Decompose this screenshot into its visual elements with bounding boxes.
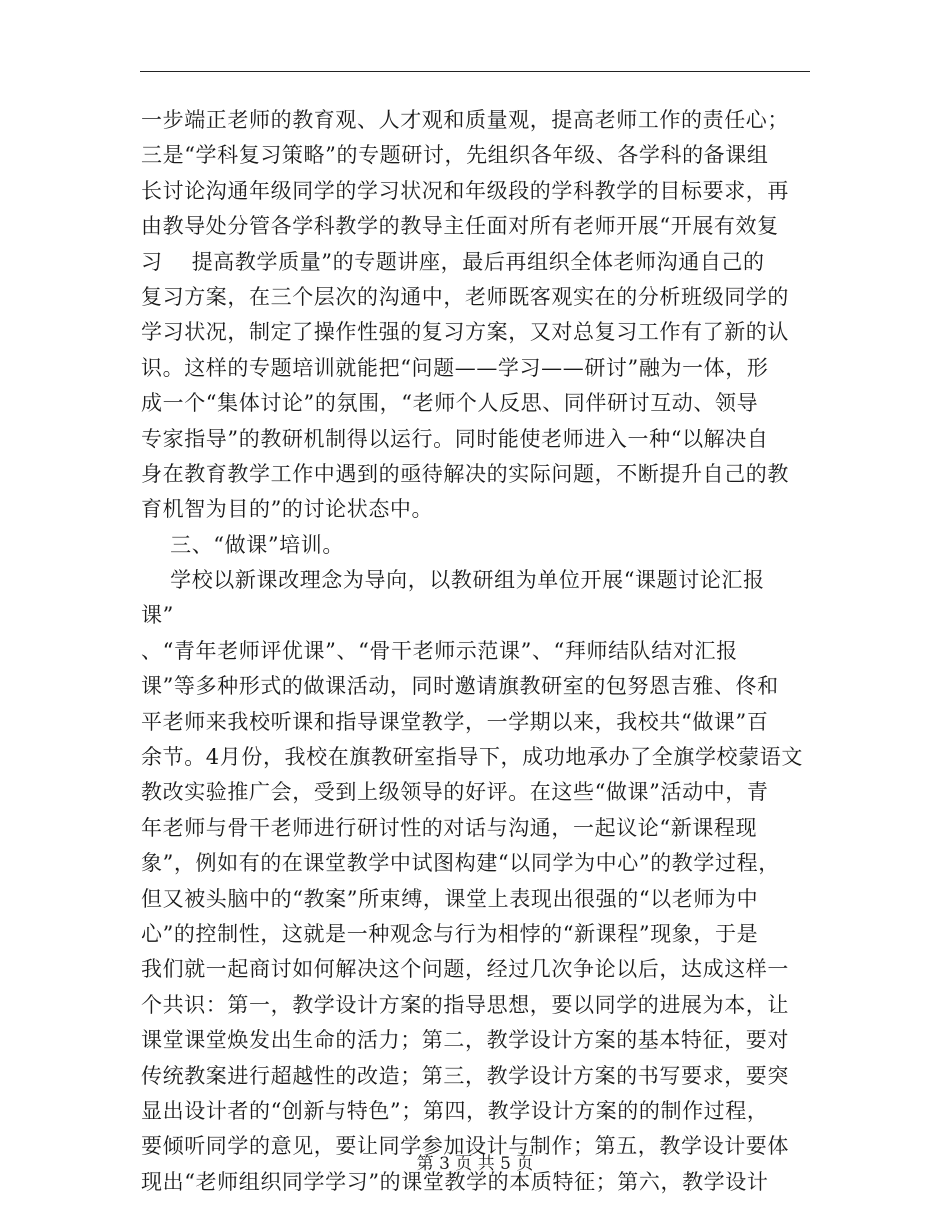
text-line: 传统教案进行超越性的改造；第三，教学设计方案的书写要求，要突 [141,1063,789,1088]
text-line: 教改实验推广会，受到上级领导的好评。在这些“做课”活动中，青 [141,780,769,805]
text-line: 三是“学科复习策略”的专题研讨，先组织各年级、各学科的备课组 [141,143,769,168]
text-line: 识。这样的专题培训就能把“问题——学习——研讨”融为一体，形 [141,355,769,380]
text-line: 要倾听同学的意见，要让同学参加设计与制作；第五，教学设计要体 [141,1134,789,1159]
text-line: 课堂课堂焕发出生命的活力；第二，教学设计方案的基本特征，要对 [141,1028,789,1053]
text-line: 年老师与骨干老师进行研讨性的对话与沟通，一起议论“新课程现 [141,815,758,840]
text-line: 成一个“集体讨论”的氛围，“老师个人反思、同伴研讨互动、领导 [141,391,759,416]
text-line: 我们就一起商讨如何解决这个问题，经过几次争论以后，达成这样一 [141,957,789,982]
page-number: 第 3 页 共 5 页 [416,1154,534,1174]
header-rule [140,71,810,72]
text-line: 显出设计者的“创新与特色”；第四，教学设计方案的的制作过程， [141,1098,769,1123]
text-line: 身在教育教学工作中遇到的亟待解决的实际问题，不断提升自己的教 [141,461,789,486]
text-line: 一步端正老师的教育观、人才观和质量观，提高老师工作的责任心； [141,108,789,132]
text-line: 象”，例如有的在课堂教学中试图构建“以同学为中心”的教学过程， [141,851,780,876]
text-line: 学校以新课改理念为导向，以教研组为单位开展“课题讨论汇报 [141,568,765,593]
text-line: 三、“做课”培训。 [141,532,344,557]
text-line: 课” [141,603,174,628]
text-line: 复习方案，在三个层次的沟通中，老师既客观实在的分析班级同学的 [141,284,789,309]
text-line: 专家指导”的教研机制得以运行。同时能使老师进入一种“以解决自 [141,426,769,451]
text-line: 心”的控制性，这就是一种观念与行为相悖的“新课程”现象，于是 [141,921,759,946]
text-line: 课”等多种形式的做课活动，同时邀请旗教研室的包努恩吉雅、佟和 [141,674,779,699]
text-line: 由教导处分管各学科教学的教导主任面对所有老师开展“开展有效复 [141,214,779,239]
text-line: 平老师来我校听课和指导课堂教学，一学期以来，我校共“做课”百 [141,709,769,734]
text-line: 育机智为目的”的讨论状态中。 [141,497,434,522]
text-line: 余节。4月份，我校在旗教研室指导下，成功地承办了全旗学校蒙语文 [141,745,803,770]
text-line: 习 提高教学质量”的专题讲座，最后再组织全体老师沟通自己的 [141,249,765,274]
text-line: 学习状况，制定了操作性强的复习方案，又对总复习工作有了新的认 [141,320,789,345]
text-line: 长讨论沟通年级同学的学习状况和年级段的学科教学的目标要求，再 [141,178,789,203]
body-text [141,103,811,1200]
text-line: 个共识：第一，教学设计方案的指导思想，要以同学的进展为本，让 [141,992,789,1017]
text-line: 但又被头脑中的“教案”所束缚，课堂上表现出很强的“以老师为中 [141,886,759,911]
text-line: 、“青年老师评优课”、“骨干老师示范课”、“拜师结队结对汇报 [141,638,738,663]
text-line: 现出“老师组织同学学习”的课堂教学的本质特征；第六，教学设计 [141,1169,769,1194]
